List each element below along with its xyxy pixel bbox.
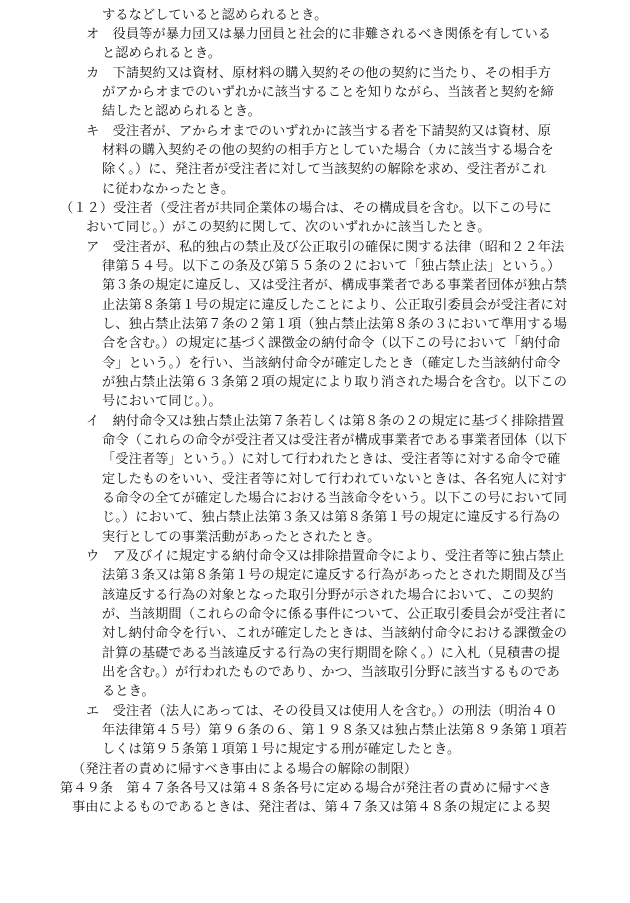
text-line-13: ア 受注者が、私的独占の禁止及び公正取引の確保に関する法律（昭和２２年法: [86, 240, 565, 255]
text-line-35: 出を含む。）が行われたものであり、かつ、当該取引分野に該当するものであ: [102, 665, 560, 680]
text-line-8: 材料の購入契約その他の契約の相手方としていた場合（カに該当する場合を: [102, 143, 554, 158]
text-line-25: 定したものをいい、受注者等に対して行われていないときは、各名宛人に対す: [102, 472, 568, 487]
text-line-11: （１２）受注者（受注者が共同企業体の場合は、その構成員を含む。以下この号に: [60, 201, 552, 216]
text-line-32: が、当該期間（これらの命令に係る事件について、公正取引委員会が受注者に: [102, 607, 567, 622]
text-line-5: がアからオまでのいずれかに該当することを知りながら、当該者と契約を締: [102, 85, 554, 100]
text-line-9: 除く。）に、発注者が受注者に対して当該契約の解除を求め、受注者がこれ: [102, 162, 547, 177]
text-line-7: キ 受注者が、アからオまでのいずれかに該当する者を下請契約又は資材、原: [86, 124, 552, 139]
text-line-18: 合を含む。）の規定に基づく課徴金の納付命令（以下この号において「納付命: [102, 336, 561, 351]
text-line-14: 律第５４号。以下この条及び第５５条の２において「独占禁止法」という。）: [102, 259, 561, 274]
text-line-34: 計算の基礎である当該違反する行為の実行期間を除く。）に入札（見積書の提: [102, 646, 561, 661]
text-line-31: 該違反する行為の対象となった取引分野が示された場合において、この契約: [102, 588, 554, 603]
text-line-20: が独占禁止法第６３条第２項の規定により取り消された場合を含む。以下この: [102, 375, 568, 390]
text-line-21: 号において同じ。）。: [102, 394, 222, 409]
text-line-39: しくは第９５条第１項第１号に規定する刑が確定したとき。: [102, 742, 461, 757]
text-line-41: 第４９条 第４７条各号又は第４８条各号に定める場合が発注者の責めに帰すべき: [60, 781, 552, 796]
text-line-37: エ 受注者（法人にあっては、その役員又は使用人を含む。）の刑法（明治４０: [86, 704, 558, 719]
text-line-15: 第３条の規定に違反し、又は受注者が、構成事業者である事業者団体が独占禁: [102, 278, 568, 293]
text-line-33: 対し納付命令を行い、これが確定したときは、当該納付命令における課徴金の: [102, 626, 568, 641]
text-line-23: 命令（これらの命令が受注者又は受注者が構成事業者である事業者団体（以下: [102, 433, 568, 448]
text-line-38: 年法律第４５号）第９６条の６、第１９８条又は独占禁止法第８９条第１項若: [102, 723, 568, 738]
text-line-28: 実行としての事業活動があったとされたとき。: [102, 530, 381, 545]
text-line-36: るとき。: [102, 684, 155, 699]
text-line-6: 結したと認められるとき。: [102, 104, 261, 119]
text-line-24: 「受注者等」という。）に対して行われたときは、受注者等に対する命令で確: [102, 452, 561, 467]
text-line-29: ウ ア及びイに規定する納付命令又は排除措置命令により、受注者等に独占禁止: [86, 549, 565, 564]
text-line-27: じ。）において、独占禁止法第３条又は第８条第１号の規定に違反する行為の: [102, 510, 561, 525]
text-line-42: 事由によるものであるときは、発注者は、第４７条又は第４８条の規定による契: [72, 800, 551, 815]
text-line-4: カ 下請契約又は資材、原材料の購入契約その他の契約に当たり、その相手方: [86, 66, 552, 81]
text-line-2: オ 役員等が暴力団又は暴力団員と社会的に非難されるべき関係を有している: [86, 27, 552, 42]
text-line-30: 法第３条又は第８条第１号の規定に違反する行為があったとされた期間及び当: [102, 568, 567, 583]
text-line-19: 令」という。）を行い、当該納付命令が確定したとき（確定した当該納付命令: [102, 356, 561, 371]
text-line-10: に従わなかったとき。: [102, 182, 235, 197]
text-line-26: る命令の全てが確定した場合における当該命令をいう。以下この号において同: [102, 491, 568, 506]
text-line-1: するなどしていると認められるとき。: [102, 8, 328, 23]
text-line-16: 止法第８条第１号の規定に違反したことにより、公正取引委員会が受注者に対: [102, 298, 568, 313]
text-line-22: イ 納付命令又は独占禁止法第７条若しくは第８条の２の規定に基づく排除措置: [86, 414, 565, 429]
text-line-3: と認められるとき。: [102, 46, 222, 61]
text-line-12: おいて同じ。）がこの契約に関して、次のいずれかに該当したとき。: [86, 220, 491, 235]
section-heading: （発注者の責めに帰すべき事由による場合の解除の制限）: [72, 762, 418, 777]
text-line-17: し、独占禁止法第７条の２第１項（独占禁止法第８条の３において準用する場: [102, 317, 568, 332]
